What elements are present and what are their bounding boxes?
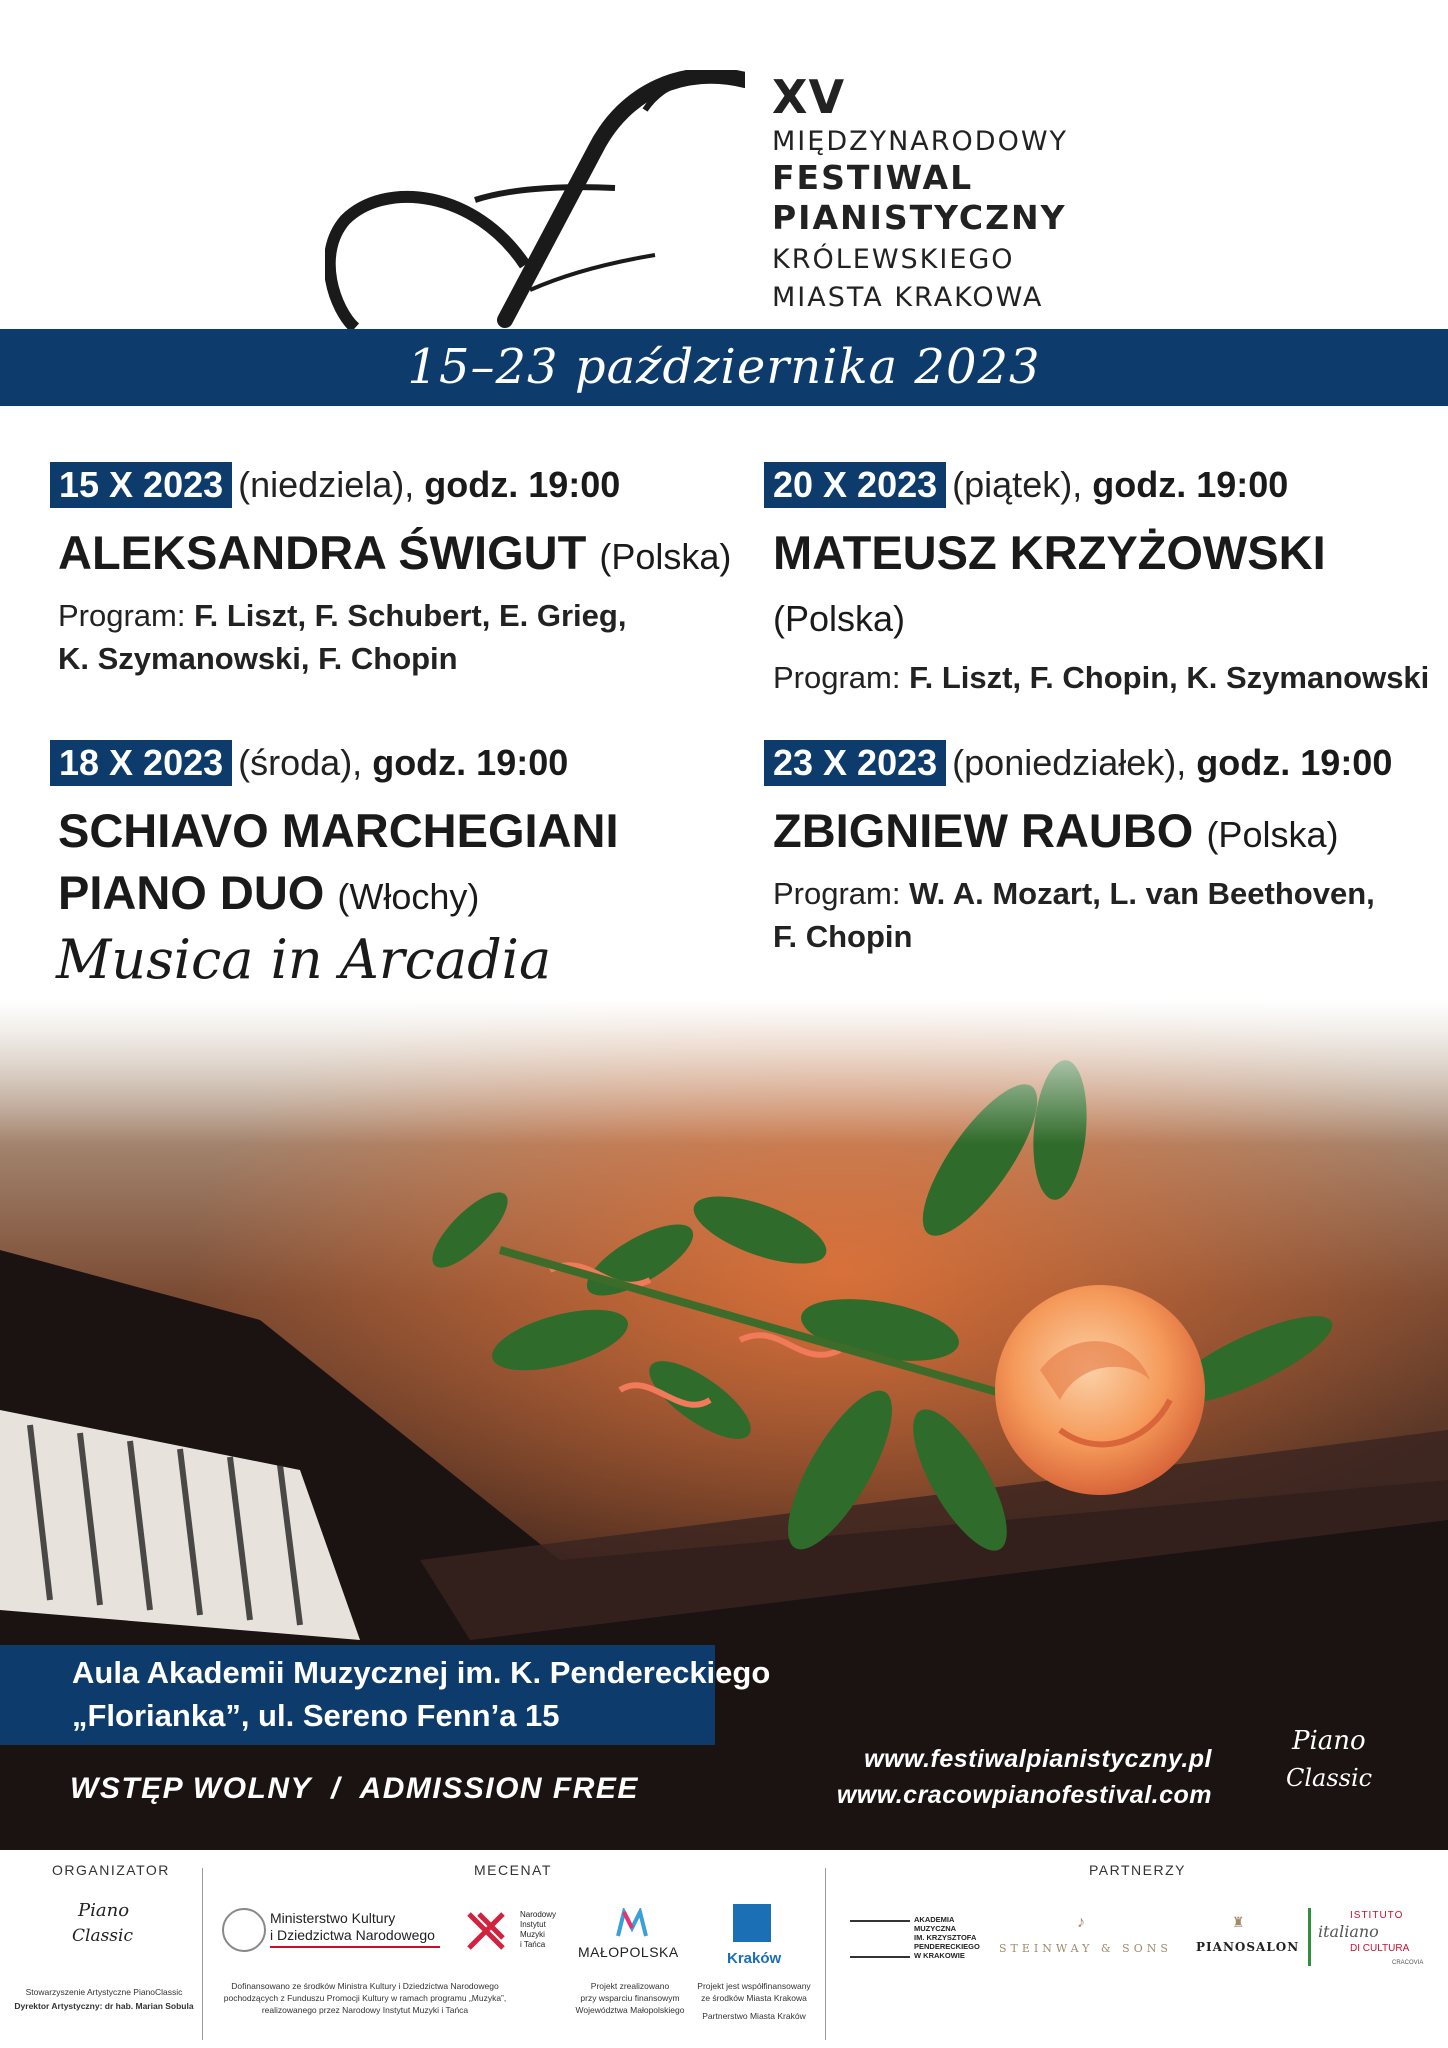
istituto-line-3: DI CULTURA — [1350, 1943, 1410, 1954]
concert-date-line — [50, 740, 740, 786]
krakow-note-1: Projekt jest współfinansowany — [697, 1981, 811, 1991]
concert-date-badge: 18 X 2023 — [50, 740, 232, 786]
concert-date-line — [764, 462, 1448, 508]
concert-program — [773, 656, 1448, 699]
website-link-pl[interactable]: www.festiwalpianistyczny.pl — [864, 1745, 1212, 1773]
program-line-2: F. Chopin — [773, 919, 913, 954]
partners-label: PARTNERZY — [1089, 1862, 1186, 1878]
concert-date-badge: 15 X 2023 — [50, 462, 232, 508]
academy-name: AKADEMIA MUZYCZNA IM. KRZYSZTOFA PENDERECKIEGO W KRAKOWIE — [914, 1915, 980, 1960]
sponsors-footer — [0, 1850, 1448, 2048]
istituto-line-2: italiano — [1318, 1922, 1379, 1941]
krakow-name: Kraków — [727, 1950, 782, 1967]
footer-divider — [825, 1868, 826, 2040]
program-line-1: F. Liszt, F. Chopin, K. Szymanowski — [909, 660, 1430, 695]
krakow-icon — [733, 1904, 771, 1942]
ministry-note-2: pochodzących z Funduszu Promocji Kultury w ramach programu „Muzyka”, — [223, 1993, 507, 2003]
concert-day: (poniedziałek), — [952, 742, 1187, 783]
concert-program — [773, 872, 1448, 958]
concert-performer — [773, 522, 1448, 650]
performer-country: (Polska) — [1206, 814, 1339, 855]
malopolska-note-3: Województwa Małopolskiego — [575, 2005, 685, 2015]
concert-time: godz. 19:00 — [424, 464, 621, 505]
concert-day: (piątek), — [952, 464, 1083, 505]
concert-1 — [50, 462, 740, 680]
concert-4 — [764, 740, 1448, 958]
program-label: Program: — [58, 598, 186, 633]
venue-line-2: „Florianka”, ul. Sereno Fenn’a 15 — [72, 1698, 560, 1733]
venue-box — [0, 1645, 771, 1745]
ministry-note-1: Dofinansowano ze środków Ministra Kultury i Dziedzictwa Narodowego — [231, 1981, 499, 1991]
performer-name: MATEUSZ KRZYŻOWSKI — [773, 526, 1326, 579]
concert-time: godz. 19:00 — [372, 742, 569, 783]
malopolska-note-1: Projekt zrealizowano — [590, 1981, 670, 1991]
krakow-note-2: ze środków Miasta Krakowa — [701, 1993, 807, 2003]
istituto-line-4: CRACOVIA — [1392, 1960, 1424, 1966]
organizer-logo-classic: Classic — [72, 1926, 133, 1946]
admission-text: WSTĘP WOLNY / ADMISSION FREE — [70, 1772, 639, 1805]
festival-title-line-4: KRÓLEWSKIEGO — [772, 244, 1015, 275]
footer-divider — [202, 1868, 203, 2040]
concert-performer — [58, 522, 740, 588]
website-link-en[interactable]: www.cracowpianofestival.com — [836, 1781, 1212, 1809]
concert-subtitle: Musica in Arcadia — [56, 928, 552, 991]
program-label: Program: — [773, 876, 901, 911]
performer-country: (Włochy) — [337, 876, 480, 917]
performer-name-line-2: PIANO DUO — [58, 866, 325, 919]
ministry-name-line-2: i Dziedzictwa Narodowego — [270, 1927, 435, 1943]
performer-country: (Polska) — [599, 536, 732, 577]
concert-date-line — [764, 740, 1448, 786]
festival-dates: 15–23 października 2023 — [407, 339, 1041, 395]
concert-date-badge: 20 X 2023 — [764, 462, 946, 508]
venue-line-1: Aula Akademii Muzycznej im. K. Pendereckiego — [72, 1655, 771, 1690]
performer-name: ZBIGNIEW RAUBO — [773, 804, 1194, 857]
concert-time: godz. 19:00 — [1092, 464, 1289, 505]
concert-day: (niedziela), — [238, 464, 415, 505]
concert-date-line — [50, 462, 740, 508]
concert-time: godz. 19:00 — [1196, 742, 1393, 783]
performer-country: (Polska) — [773, 598, 906, 639]
malopolska-icon — [615, 1908, 649, 1938]
concert-day: (środa), — [238, 742, 363, 783]
eagle-emblem-icon — [222, 1908, 266, 1952]
organizer-logo-piano: Piano — [78, 1900, 130, 1921]
concert-program — [58, 594, 740, 680]
concert-date-badge: 23 X 2023 — [764, 740, 946, 786]
nimit-name: Narodowy Instytut Muzyki i Tańca — [520, 1910, 557, 1949]
istituto-line-1: ISTITUTO — [1350, 1910, 1404, 1921]
performer-name-line-1: SCHIAVO MARCHEGIANI — [58, 804, 619, 857]
program-label: Program: — [773, 660, 901, 695]
program-line-1: W. A. Mozart, L. van Beethoven, — [909, 876, 1375, 911]
pianosalon-name: PIANOSALON — [1196, 1940, 1300, 1954]
krakow-note-3: Partnerstwo Miasta Kraków — [702, 2011, 806, 2021]
ministry-name-line-1: Ministerstwo Kultury — [270, 1910, 396, 1926]
festival-title-line-2: FESTIWAL — [772, 158, 974, 197]
malopolska-note-2: przy wsparciu finansowym — [580, 1993, 680, 2003]
festival-title-line-1: MIĘDZYNARODOWY — [772, 126, 1069, 157]
festival-edition: XV — [772, 70, 846, 124]
concert-2 — [764, 462, 1448, 699]
organizer-label: ORGANIZATOR — [52, 1862, 170, 1878]
patron-label: MECENAT — [474, 1862, 552, 1878]
ministry-note-3: realizowanego przez Narodowy Instytut Muzyki i Tańca — [261, 2005, 469, 2015]
pianosalon-icon: ♜ — [1232, 1914, 1245, 1930]
malopolska-name: MAŁOPOLSKA — [578, 1944, 679, 1960]
concert-performer — [58, 800, 740, 928]
logo-word-classic: Classic — [1286, 1764, 1373, 1792]
festival-title-line-5: MIASTA KRAKOWA — [772, 282, 1044, 313]
program-line-2: K. Szymanowski, F. Chopin — [58, 641, 458, 676]
lyre-icon: ♪ — [1077, 1914, 1085, 1931]
festival-title-line-3: PIANISTYCZNY — [772, 198, 1067, 237]
festival-f-logo — [325, 70, 745, 330]
istituto-flag-icon — [1308, 1908, 1311, 1966]
organizer-note-1: Stowarzyszenie Artystyczne PianoClassic — [25, 1987, 183, 1997]
concert-performer — [773, 800, 1448, 866]
steinway-name: STEINWAY & SONS — [999, 1942, 1172, 1955]
program-line-1: F. Liszt, F. Schubert, E. Grieg, — [194, 598, 627, 633]
ministry-underline — [270, 1946, 440, 1948]
piano-classic-logo — [1272, 1720, 1390, 1810]
performer-name: ALEKSANDRA ŚWIGUT — [58, 526, 587, 579]
academy-lines-icon — [850, 1920, 910, 1958]
nimit-icon — [465, 1910, 507, 1952]
festival-dates-banner — [0, 329, 1448, 406]
logo-word-piano: Piano — [1292, 1726, 1366, 1756]
organizer-note-2: Dyrektor Artystyczny: dr hab. Marian Sobula — [14, 2001, 194, 2011]
